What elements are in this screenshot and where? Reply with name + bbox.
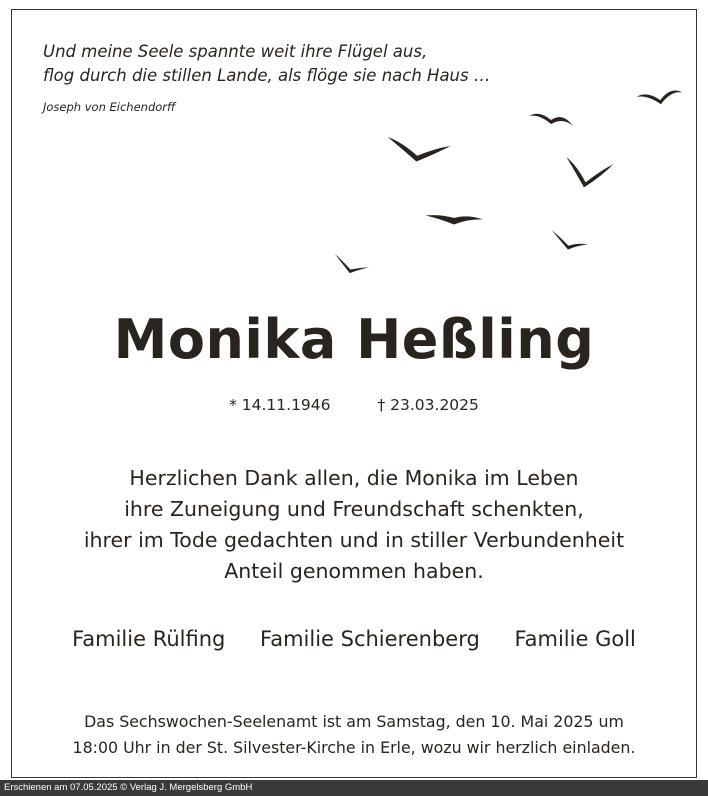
thanks-line-3: ihrer im Tode gedachten und in stiller Verbundenheit — [83, 528, 625, 552]
thanks-line-4: Anteil genommen haben. — [224, 559, 484, 583]
family-name: Familie Goll — [514, 627, 636, 651]
notice-line-1: Das Sechswochen-Seelenamt ist am Samstag, den 10. Mai 2025 um — [84, 712, 624, 731]
birth-date: * 14.11.1946 — [229, 396, 331, 414]
family-name: Familie Rülfing — [72, 627, 226, 651]
thanks-line-1: Herzlichen Dank allen, die Monika im Leben — [129, 466, 579, 490]
bird-icon — [549, 230, 589, 252]
poem-author: Joseph von Eichendorff — [43, 100, 176, 114]
thanks-message — [12, 463, 696, 587]
life-dates — [12, 396, 696, 414]
poem-line-2: flog durch die stillen Lande, als flöge sie nach Haus … — [43, 66, 491, 85]
notice-line-2: 18:00 Uhr in der St. Silvester-Kirche in Erle, wozu wir herzlich einladen. — [72, 738, 636, 757]
obituary-frame — [11, 9, 697, 778]
family-name: Familie Schierenberg — [260, 627, 480, 651]
family-signatures — [12, 627, 696, 651]
bird-icon — [332, 254, 370, 276]
death-date: † 23.03.2025 — [377, 396, 479, 414]
deceased-name: Monika Heßling — [113, 308, 595, 371]
bird-icon — [425, 215, 482, 224]
publication-footer: Erschienen am 07.05.2025 © Verlag J. Mergelsberg GmbH — [0, 780, 708, 796]
bird-icon — [636, 89, 683, 107]
poem-line-1: Und meine Seele spannte weit ihre Flügel aus, — [43, 42, 428, 61]
service-notice — [12, 709, 696, 761]
bird-icon — [385, 137, 451, 166]
flying-birds-icon — [12, 10, 698, 310]
thanks-line-2: ihre Zuneigung und Freundschaft schenkten, — [124, 497, 584, 521]
bird-icon — [529, 114, 573, 126]
bird-icon — [559, 150, 613, 194]
